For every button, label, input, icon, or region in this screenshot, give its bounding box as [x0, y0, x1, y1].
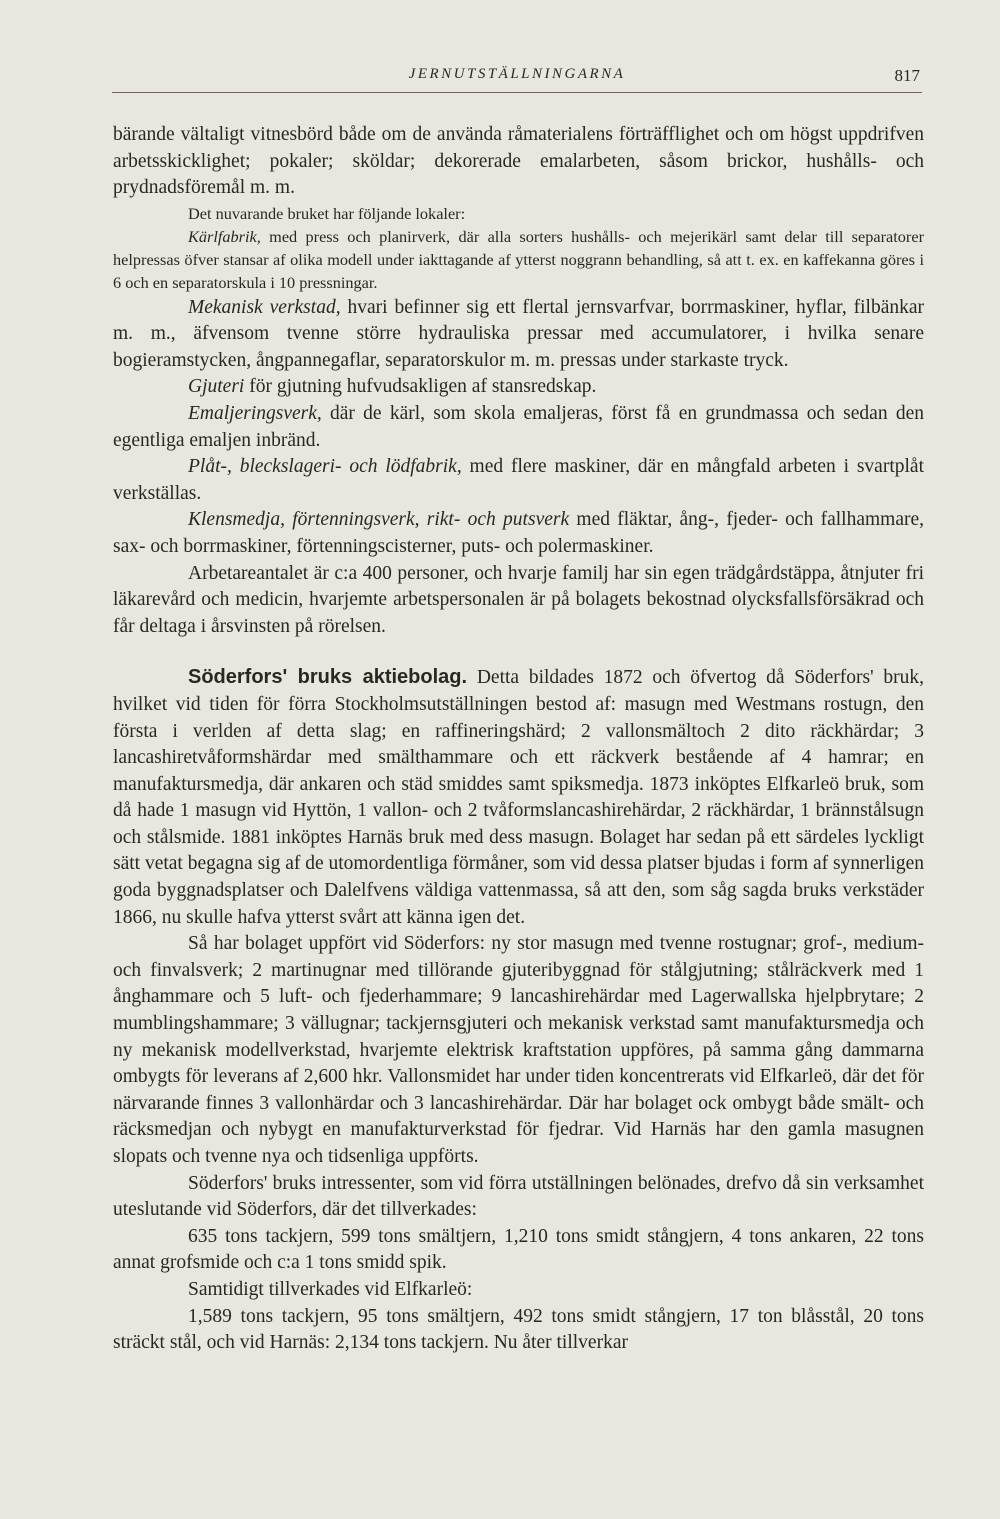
paragraph-intressenter: Söderfors' bruks intressenter, som vid förra utställningen belönades, drefvo då sin verksamhet uteslutande vid Söderfors, där det tillverkades:: [113, 1172, 924, 1221]
running-title: JERNUTSTÄLLNINGARNA: [408, 66, 626, 82]
soderfors-paragraph: [113, 664, 924, 931]
section-karlfabrik: [113, 225, 924, 295]
section-text: där de kärl, som skola emaljeras, först få en grundmassa och sedan den egentliga emaljen inbränd.: [113, 402, 924, 451]
paragraph-uppfort: Så har bolaget uppfört vid Söderfors: ny stor masugn med tvenne rostugnar; grof-, medium- och finvalsverk; 2 martinugnar med tillörande gjuteribyggnad för stålgjutning; stålräckverk med 1 ånghammare och 5 luft- och fjederhammare; 9 lancashirehärdar med Lagerwallska hjelpbrytare; 2 mumblingshammare; 3 vällugnar; tackjernsgjuteri och mekanisk verkstad samt manufaktursmedja och ny mekanisk modellverkstad, hvarjemte elektrisk kraftstation uppföres, på samma gång dammarna ombygts för leverans af 2,600 hkr. Vallonsmidet har under tiden koncentrerats vid Elfkarleö, där det för närvarande finnes 3 vallonhärdar och 3 lancashirehärdar. Där har bolaget ock ombygt både smält- och räcksmedjan och nybygt en manufakturverkstad för fjedrar. Vid Harnäs har den gamla masugnen slopats och tvenne nya och tidsenliga uppförts.: [113, 933, 924, 1167]
paragraph-samtidigt: Samtidigt tillverkades vid Elfkarleö:: [188, 1278, 473, 1300]
section-text: hvari befinner sig ett flertal jernsvarfvar, borrmaskiner, hyflar, filbänkar m. m., äfvensom tvenne större hydrauliska pressar med accumulatorer, i hvilka senare bogieramstycken, ångpannegaflar, separatorskulor m. m. pressas under starkaste tryck.: [113, 296, 925, 371]
section-mekanisk: [113, 295, 924, 375]
section-title: Mekanisk verkstad,: [188, 296, 341, 318]
paragraph-tillverkning-elfkarleo: 1,589 tons tackjern, 95 tons smältjern, 492 tons smidt stångjern, 17 ton blåsstål, 20 tons sträckt stål, och vid Harnäs: 2,134 tons tackjern. Nu åter tillverkar: [113, 1305, 924, 1354]
section-gjuteri: [113, 374, 924, 401]
company-text: Detta bildades 1872 och öfvertog då Söderfors' bruk, hvilket vid tiden för förra Stockholmsutställningen bestod af: masugn med Westmans rostugn, den första i verlden af detta slag; en raffineringshärd; 2 vallonsmältoch 2 dito räckhärdar; 3 lancashiretvåformshärdar med smälthammare och ett räckverk bestående af 4 hamrar; en manufaktursmedja, där ankaren och städ smiddes samt spiksmedja. 1873 inköptes Elfkarleö bruk, som då hade 1 masugn vid Hyttön, 1 vallon- och 2 tvåformslancashirehärdar, 2 räckhärdar, 1 brännstålsugn och stålsmide. 1881 inköptes Harnäs bruk med dess masugn. Bolaget har sedan på ett särdeles lyckligt sätt vetat begagna sig af de utomordentliga förmåner, som vid dessa platser bjudas i form af synnerligen goda byggnadsplatser och Dalelfvens väldiga vattenmassa, så att den, som såg sagda bruks verkstäder 1866, nu skulle hafva ytterst svårt att känna igen det.: [113, 667, 924, 928]
lokaler-intro: Det nuvarande bruket har följande lokaler:: [188, 203, 466, 223]
section-title: Gjuteri: [188, 376, 245, 398]
company-heading: Söderfors' bruks aktiebolag.: [188, 666, 468, 689]
body-text: [113, 122, 924, 1357]
section-platslageri: [113, 454, 924, 507]
page-number: 817: [894, 66, 920, 85]
arbetare-paragraph: Arbetareantalet är c:a 400 personer, och hvarje familj har sin egen trädgårdstäppa, åtnjuter fri läkarevård och medicin, hvarjemte arbetspersonalen är på bolagets bekostnad olycksfallsförsäkrad och får deltaga i årsvinsten på rörelsen.: [113, 562, 924, 637]
section-title: Klensmedja, förtenningsverk, rikt- och putsverk: [188, 509, 570, 531]
paragraph-tillverkning-soderfors: 635 tons tackjern, 599 tons smältjern, 1,210 tons smidt stångjern, 4 tons ankaren, 22 tons annat grofsmide och c:a 1 tons smidd spik.: [113, 1225, 924, 1274]
running-header: [112, 64, 922, 93]
section-title: Plåt-, bleckslageri- och lödfabrik,: [188, 456, 462, 478]
section-text: med fläktar, ång-, fjeder- och fallhammare, sax- och borrmaskiner, förtenningscisterner, puts- och polermaskiner.: [113, 509, 925, 557]
section-text: med press och planirverk, där alla sorters hushålls- och mejerikärl samt delar till separatorer helpressas öfver stansar af olika modell under iakttagande af ytterst noggrann behandling, så att t. ex. en kaffekanna göres i 6 och en separatorskula i 10 pressningar.: [113, 226, 924, 293]
intro-paragraph: bärande vältaligt vitnesbörd både om de använda råmaterialens förträfflighet och om högst uppdrifven arbetsskicklighet; pokaler; sköldar; dekorerade emalarbeten, såsom brickor, hushålls- och prydnadsföremål m. m.: [113, 124, 924, 199]
section-emaljering: [113, 401, 924, 454]
section-title: Kärlfabrik,: [188, 226, 261, 246]
section-text: för gjutning hufvudsakligen af stansredskap.: [244, 376, 597, 398]
section-text: med flere maskiner, där en mångfald arbeten i svartplåt verkställas.: [113, 456, 924, 504]
section-title: Emaljeringsverk,: [188, 402, 322, 424]
section-klensmedja: [113, 507, 924, 560]
